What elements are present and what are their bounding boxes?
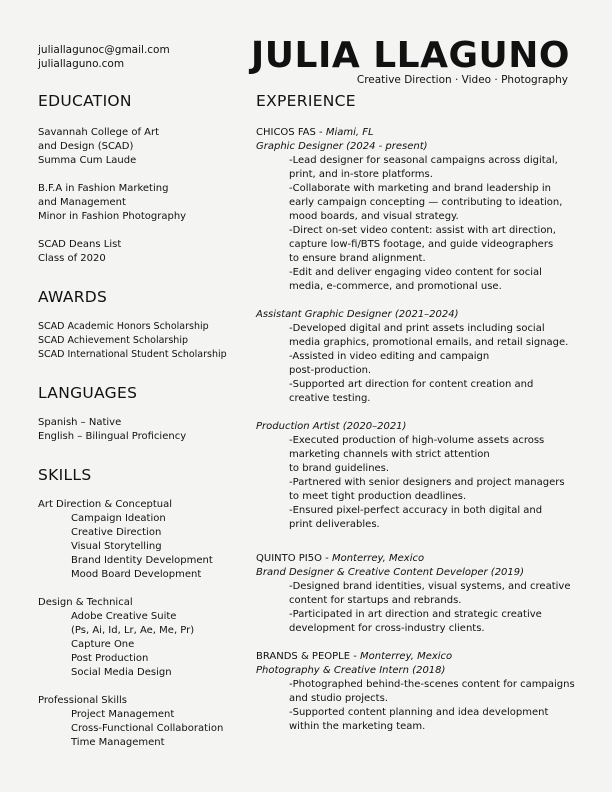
bullet-line: -Participated in art direction and strategic creative [289,609,542,620]
skill-item: Brand Identity Development [71,555,213,566]
tagline: Creative Direction · Video · Photography [356,74,568,86]
bullet-line: mood boards, and visual strategy. [289,211,459,222]
role-title: Graphic Designer (2024 - present) [256,141,428,152]
bullet-line: -Supported art direction for content creation and [289,379,534,390]
bullet-line: early campaign concepting — contributing to ideation, [289,197,563,208]
email-text: juliallagunoc@gmail.com [38,44,170,56]
awards-section [38,320,238,362]
bullet-line: to brand guidelines. [289,463,390,474]
company-location: Monterrey, Mexico [360,651,453,662]
skill-item: Cross-Functional Collaboration [71,723,224,734]
language-line: English – Bilingual Proficiency [38,431,187,442]
languages-heading: LANGUAGES [38,384,138,402]
skills-section [38,498,238,750]
skill-item: Campaign Ideation [71,513,166,524]
education-line: and Management [38,197,126,208]
role-bullets [256,434,576,532]
bullet-line: -Photographed behind-the-scenes content for campaigns [289,679,575,690]
role-title: Brand Designer & Creative Content Developer (2019) [256,567,525,578]
bullet-line: content for startups and rebrands. [289,595,462,606]
candidate-name: JULIA LLAGUNO [250,35,570,76]
bullet-line: marketing channels with strict attention [289,449,490,460]
role-bullets [256,580,576,636]
contact-info [38,43,170,71]
award-line: SCAD International Student Scholarship [38,349,227,360]
award-line: SCAD Academic Honors Scholarship [38,321,209,332]
bullet-line: and studio projects. [289,693,388,704]
education-heading: EDUCATION [38,92,132,110]
experience-quinto [256,552,576,636]
role-bullets [256,678,576,734]
skill-item: Adobe Creative Suite [71,611,177,622]
role-bullets [256,322,576,406]
bullet-line: to meet tight production deadlines. [289,491,467,502]
skill-item: Capture One [71,639,135,650]
education-line: SCAD Deans List [38,239,122,250]
experience-heading: EXPERIENCE [256,92,356,110]
education-section [38,126,238,266]
company-line: CHICOS FAS - Miami, FL [256,127,374,138]
bullet-line: to ensure brand alignment. [289,253,426,264]
skill-item: Social Media Design [71,667,172,678]
education-line: Summa Cum Laude [38,155,137,166]
bullet-line: -Developed digital and print assets including social [289,323,545,334]
bullet-line: creative testing. [289,393,371,404]
bullet-line: -Assisted in video editing and campaign [289,351,490,362]
bullet-line: -Partnered with senior designers and project managers [289,477,565,488]
skill-item: Mood Board Development [71,569,202,580]
company-line: BRANDS & PEOPLE - Monterrey, Mexico [256,651,453,662]
bullet-line: media, e-commerce, and promotional use. [289,281,502,292]
languages-section [38,416,238,444]
role-bullets [256,154,576,294]
skill-item: Time Management [71,737,165,748]
company-name: BRANDS & PEOPLE [256,651,351,662]
bullet-line: -Supported content planning and idea development [289,707,549,718]
bullet-line: -Executed production of high-volume assets across [289,435,545,446]
bullet-line: post-production. [289,365,372,376]
company-location: Monterrey, Mexico [331,553,425,564]
bullet-line: -Edit and deliver engaging video content for social [289,267,542,278]
language-line: Spanish – Native [38,417,122,428]
award-line: SCAD Achievement Scholarship [38,335,188,346]
experience-brands-people [256,650,576,734]
awards-heading: AWARDS [38,288,108,306]
website-text: juliallaguno.com [38,58,125,70]
company-location: Miami, FL [325,127,374,138]
bullet-line: capture low-fi/BTS footage, and guide videographers [289,239,554,250]
skill-item: Project Management [71,709,175,720]
skill-item: Creative Direction [71,527,162,538]
bullet-line: print, and in-store platforms. [289,169,433,180]
role-title: Production Artist (2020–2021) [256,421,407,432]
role-title: Photography & Creative Intern (2018) [256,665,446,676]
education-line: B.F.A in Fashion Marketing [38,183,169,194]
bullet-line: -Designed brand identities, visual systems, and creative [289,581,571,592]
bullet-line: -Direct on-set video content: assist with art direction, [289,225,556,236]
skill-item: (Ps, Ai, Id, Lr, Ae, Me, Pr) [71,625,195,636]
skills-heading: SKILLS [38,466,92,484]
role-title: Assistant Graphic Designer (2021–2024) [256,309,459,320]
bullet-line: print deliverables. [289,519,380,530]
bullet-line: development for cross-industry clients. [289,623,485,634]
company-name: CHICOS FAS [256,127,316,138]
bullet-line: -Collaborate with marketing and brand leadership in [289,183,551,194]
education-line: Class of 2020 [38,253,106,264]
bullet-line: within the marketing team. [289,721,426,732]
skill-item: Visual Storytelling [71,541,162,552]
skill-item: Post Production [71,653,149,664]
education-line: and Design (SCAD) [38,141,134,152]
company-name: QUINTO PI5O [256,553,322,564]
bullet-line: media graphics, promotional emails, and retail signage. [289,337,569,348]
left-column [38,92,238,750]
company-line: QUINTO PI5O - Monterrey, Mexico [256,553,425,564]
skill-group-title: Design & Technical [38,597,133,608]
skill-group-title: Art Direction & Conceptual [38,499,172,510]
bullet-line: -Lead designer for seasonal campaigns across digital, [289,155,558,166]
right-column [256,92,576,734]
bullet-line: -Ensured pixel-perfect accuracy in both digital and [289,505,543,516]
education-line: Minor in Fashion Photography [38,211,187,222]
skill-group-title: Professional Skills [38,695,127,706]
education-line: Savannah College of Art [38,127,160,138]
experience-chicos [256,126,576,532]
